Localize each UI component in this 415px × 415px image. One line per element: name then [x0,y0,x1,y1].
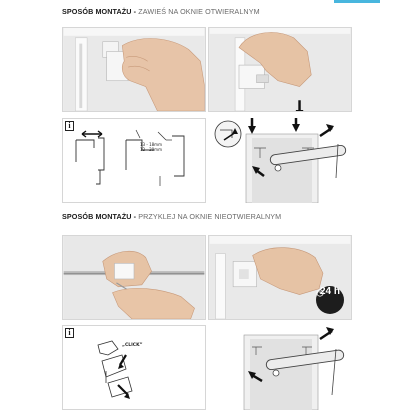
section-heading-glue [62,212,281,221]
assembly-illustration [208,325,352,410]
step-photo-brackets-on-frame [208,27,352,112]
info-diagram-bracket-sizes [62,118,206,203]
click-label: „CLICK” [122,343,143,348]
assembly-diagram-glue [208,325,352,410]
heading-bold-part: SPOSÓB MONTAŻU - [62,7,137,16]
measure-label-b: 12 - 20mm [140,147,162,152]
section-heading-hang [62,7,260,16]
click-diagram [62,325,206,410]
cure-time-label: 24 h [319,286,340,297]
info-icon: i [65,121,74,131]
step-photo-hook-bracket [62,27,206,112]
info-diagram-click [62,325,206,410]
heading-light-part: ZAWIEŚ NA OKNIE OTWIERALNYM [138,7,260,16]
assembly-illustration [208,118,352,203]
assembly-diagram-hang [208,118,352,203]
photo-illustration [63,236,205,319]
photo-illustration [63,28,205,111]
brand-accent-tab [334,0,380,3]
photo-illustration [209,28,351,111]
heading-bold-part: SPOSÓB MONTAŻU - [62,212,137,221]
step-photo-peel-tape [62,235,206,320]
measure-label-a: 13 - 18mm [140,142,162,147]
heading-light-part: PRZYKLEJ NA OKNIE NIEOTWIERALNYM [138,212,282,221]
24h-badge-icon [316,286,344,314]
bracket-diagram [62,118,206,203]
step-photo-press-bracket [208,235,352,320]
clock-icon [316,289,324,297]
info-icon: i [65,328,74,338]
